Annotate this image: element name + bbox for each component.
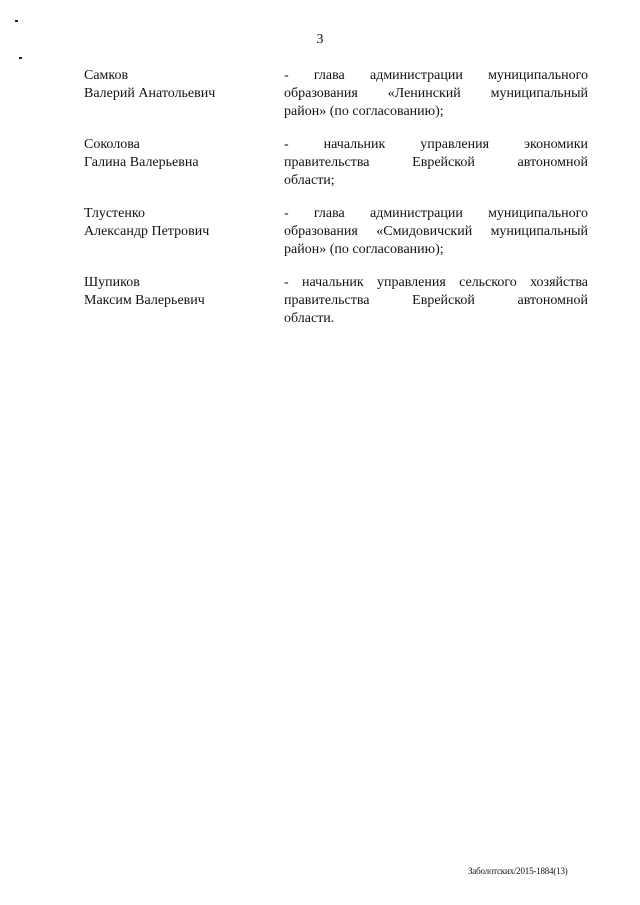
- role-line: образования «Смидовичский муниципальный: [284, 224, 588, 239]
- member-given-names: Валерий Анатольевич: [84, 86, 216, 101]
- member-name: [84, 67, 264, 103]
- role-line: образования «Ленинский муниципальный: [284, 86, 588, 101]
- member-given-names: Максим Валерьевич: [84, 293, 205, 308]
- document-code: Заболотских/2015-1884(13): [468, 866, 568, 876]
- role-line: области.: [284, 311, 335, 326]
- member-role: [284, 136, 588, 190]
- role-line: район» (по согласованию);: [284, 104, 444, 119]
- member-role: [284, 67, 588, 121]
- role-line: - глава администрации муниципального: [284, 68, 588, 83]
- member-surname: Тлустенко: [84, 206, 145, 221]
- role-line: области;: [284, 173, 335, 188]
- member-name: [84, 274, 264, 310]
- role-line: - начальник управления экономики: [284, 137, 588, 152]
- scan-speck: [19, 57, 22, 59]
- member-name: [84, 205, 264, 241]
- member-role: [284, 274, 588, 328]
- role-line: правительства Еврейской автономной: [284, 155, 588, 170]
- role-line: район» (по согласованию);: [284, 242, 444, 257]
- role-line: - глава администрации муниципального: [284, 206, 588, 221]
- member-name: [84, 136, 264, 172]
- role-line: правительства Еврейской автономной: [284, 293, 588, 308]
- member-given-names: Галина Валерьевна: [84, 155, 199, 170]
- page-number: 3: [316, 32, 324, 47]
- member-surname: Самков: [84, 68, 129, 83]
- member-given-names: Александр Петрович: [84, 224, 210, 239]
- member-surname: Соколова: [84, 137, 140, 152]
- member-surname: Шупиков: [84, 275, 140, 290]
- role-line: - начальник управления сельского хозяйства: [284, 275, 588, 290]
- member-role: [284, 205, 588, 259]
- scan-speck: [15, 20, 18, 22]
